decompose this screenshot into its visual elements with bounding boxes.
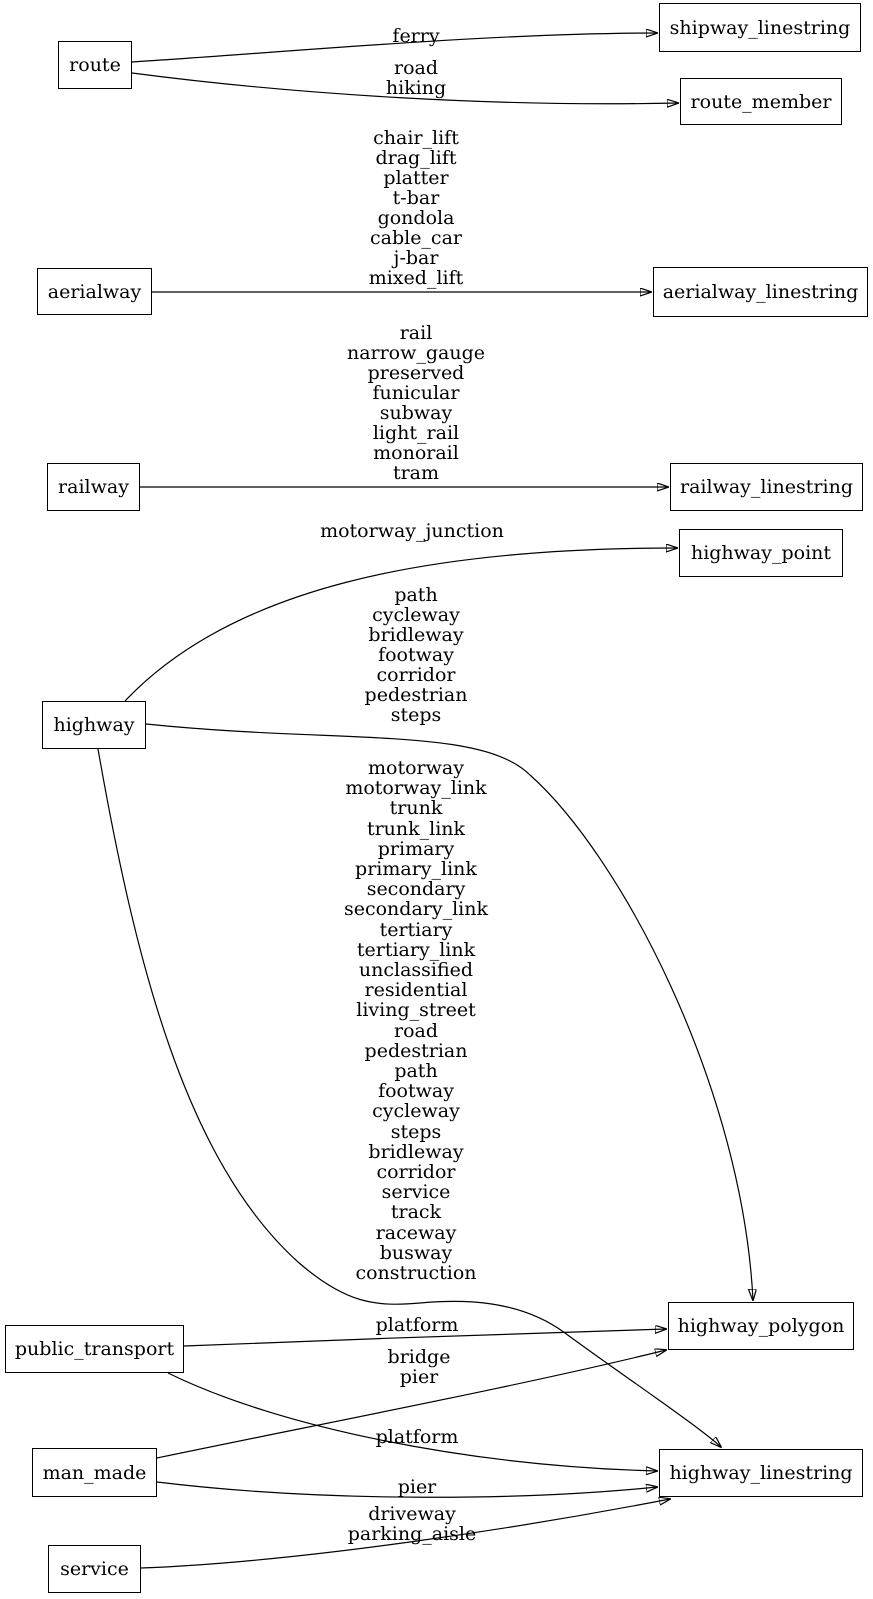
edge-label-highway-to-highway_polygon-line-3: footway xyxy=(378,644,454,666)
edge-label-highway-to-highway_linestring-line-15: path xyxy=(394,1060,438,1082)
edge-label-highway-to-highway_polygon-line-0: path xyxy=(394,584,438,606)
edge-label-railway-to-railway_linestring-line-3: funicular xyxy=(372,382,460,404)
edge-label-highway-to-highway_linestring-line-25: construction xyxy=(355,1262,477,1284)
edge-label-route-to-route_member-line-0: road xyxy=(393,57,438,79)
node-label-railway: railway xyxy=(58,476,129,498)
node-label-service: service xyxy=(60,1558,129,1580)
node-label-highway_polygon: highway_polygon xyxy=(677,1315,845,1337)
node-highway_polygon xyxy=(668,1302,854,1350)
node-railway xyxy=(47,463,140,511)
node-label-shipway_linestring: shipway_linestring xyxy=(669,16,851,39)
edge-label-service-to-highway_linestring-line-1: parking_aisle xyxy=(347,1523,477,1545)
edge-label-highway-to-highway_linestring-line-4: primary xyxy=(377,837,455,860)
edge-label-man_made-to-highway_polygon-line-1: pier xyxy=(399,1366,439,1388)
node-aerialway xyxy=(37,268,152,315)
node-label-aerialway: aerialway xyxy=(47,280,142,303)
edge-label-highway-to-highway_linestring-line-5: primary_link xyxy=(355,858,477,880)
node-label-highway: highway xyxy=(53,714,135,736)
node-label-public_transport: public_transport xyxy=(14,1338,175,1360)
edge-label-railway-to-railway_linestring-line-0: rail xyxy=(399,322,433,344)
node-public_transport xyxy=(5,1325,184,1373)
edge-label-highway-to-highway_linestring-line-23: raceway xyxy=(375,1221,457,1244)
node-label-route_member: route_member xyxy=(690,90,832,113)
edge-label-railway-to-railway_linestring-line-6: monorail xyxy=(373,442,459,464)
node-label-aerialway_linestring: aerialway_linestring xyxy=(662,281,859,303)
edge-label-highway-to-highway_polygon-line-6: steps xyxy=(390,704,442,726)
edge-label-highway-to-highway_linestring-line-6: secondary xyxy=(366,878,466,901)
edge-label-highway-to-highway_linestring-line-16: footway xyxy=(378,1080,454,1103)
edge-label-highway-to-highway_point-line-0: motorway_junction xyxy=(320,520,504,542)
edge-label-highway-to-highway_linestring-line-21: service xyxy=(381,1181,451,1204)
edge-label-aerialway-to-aerialway_linestring-line-6: j-bar xyxy=(393,247,439,269)
node-label-highway_point: highway_point xyxy=(690,542,832,564)
edge-label-aerialway-to-aerialway_linestring-line-5: cable_car xyxy=(369,227,462,249)
edge-label-highway-to-highway_linestring-line-12: living_street xyxy=(356,999,476,1022)
node-label-railway_linestring: railway_linestring xyxy=(680,476,853,498)
edge-label-highway-to-highway_linestring-line-22: track xyxy=(390,1201,442,1224)
edge-label-man_made-to-highway_linestring-line-0: pier xyxy=(397,1476,437,1498)
edge-label-highway-to-highway_polygon-line-2: bridleway xyxy=(368,624,464,646)
node-man_made xyxy=(32,1448,157,1497)
node-label-highway_linestring: highway_linestring xyxy=(669,1462,853,1484)
node-route xyxy=(58,41,132,89)
node-highway xyxy=(42,701,146,749)
edge-label-aerialway-to-aerialway_linestring-line-4: gondola xyxy=(377,207,455,229)
edge-label-aerialway-to-aerialway_linestring-line-2: platter xyxy=(383,167,449,189)
node-railway_linestring xyxy=(670,463,863,511)
edge-label-highway-to-highway_linestring-line-18: steps xyxy=(390,1120,442,1143)
node-label-man_made: man_made xyxy=(42,1461,147,1484)
edge-label-highway-to-highway_linestring-line-7: secondary_link xyxy=(343,898,489,921)
edge-label-highway-to-highway_linestring-line-13: road xyxy=(393,1019,438,1042)
edge-label-route-to-route_member-line-1: hiking xyxy=(385,77,447,99)
edge-label-highway-to-highway_linestring-line-17: cycleway xyxy=(372,1100,460,1123)
edge-label-highway-to-highway_polygon-line-4: corridor xyxy=(376,664,456,686)
edge-label-man_made-to-highway_polygon-line-0: bridge xyxy=(387,1346,451,1368)
node-label-route: route xyxy=(69,54,121,76)
edge-label-highway-to-highway_linestring-line-1: motorway_link xyxy=(345,777,487,800)
edge-label-highway-to-highway_polygon-line-1: cycleway xyxy=(372,604,460,626)
edge-label-highway-to-highway_linestring-line-14: pedestrian xyxy=(364,1039,468,1062)
edge-label-railway-to-railway_linestring-line-7: tram xyxy=(392,462,440,484)
edge-label-aerialway-to-aerialway_linestring-line-0: chair_lift xyxy=(373,127,459,149)
node-shipway_linestring xyxy=(659,3,861,52)
edge-label-railway-to-railway_linestring-line-2: preserved xyxy=(367,362,465,384)
edge-label-railway-to-railway_linestring-line-5: light_rail xyxy=(372,422,460,444)
edge-label-aerialway-to-aerialway_linestring-line-3: t-bar xyxy=(392,187,440,209)
edge-label-highway-to-highway_linestring-line-2: trunk xyxy=(389,797,443,820)
edge-label-railway-to-railway_linestring-line-4: subway xyxy=(379,402,453,424)
edge-label-service-to-highway_linestring-line-0: driveway xyxy=(368,1503,456,1525)
edge-label-highway-to-highway_linestring-line-9: tertiary_link xyxy=(356,938,476,961)
node-highway_linestring xyxy=(659,1449,863,1497)
edge-label-aerialway-to-aerialway_linestring-line-1: drag_lift xyxy=(375,147,457,169)
edge-label-route-to-shipway_linestring-line-0: ferry xyxy=(392,25,440,47)
edge-label-highway-to-highway_polygon-line-5: pedestrian xyxy=(364,684,468,706)
edge-label-highway-to-highway_linestring-line-10: unclassified xyxy=(358,959,474,981)
edge-label-railway-to-railway_linestring-line-1: narrow_gauge xyxy=(346,342,486,364)
edge-label-highway-to-highway_linestring-line-0: motorway xyxy=(368,757,464,779)
edge-label-highway-to-highway_linestring-line-24: busway xyxy=(379,1241,453,1264)
node-highway_point xyxy=(679,529,843,577)
node-service xyxy=(48,1545,141,1593)
edge-label-highway-to-highway_linestring-line-3: trunk_link xyxy=(366,817,466,840)
edge-label-public_transport-to-highway_linestring-line-0: platform xyxy=(375,1426,459,1448)
edge-label-highway-to-highway_linestring-line-19: bridleway xyxy=(368,1140,464,1163)
edge-label-aerialway-to-aerialway_linestring-line-7: mixed_lift xyxy=(368,267,464,289)
edge-label-highway-to-highway_linestring-line-11: residential xyxy=(364,979,468,1002)
edge-label-highway-to-highway_linestring-line-20: corridor xyxy=(376,1161,456,1183)
node-route_member xyxy=(680,78,842,125)
edge-label-highway-to-highway_linestring-line-8: tertiary xyxy=(379,918,453,941)
node-aerialway_linestring xyxy=(653,267,868,317)
edge-label-public_transport-to-highway_polygon-line-0: platform xyxy=(375,1314,459,1336)
